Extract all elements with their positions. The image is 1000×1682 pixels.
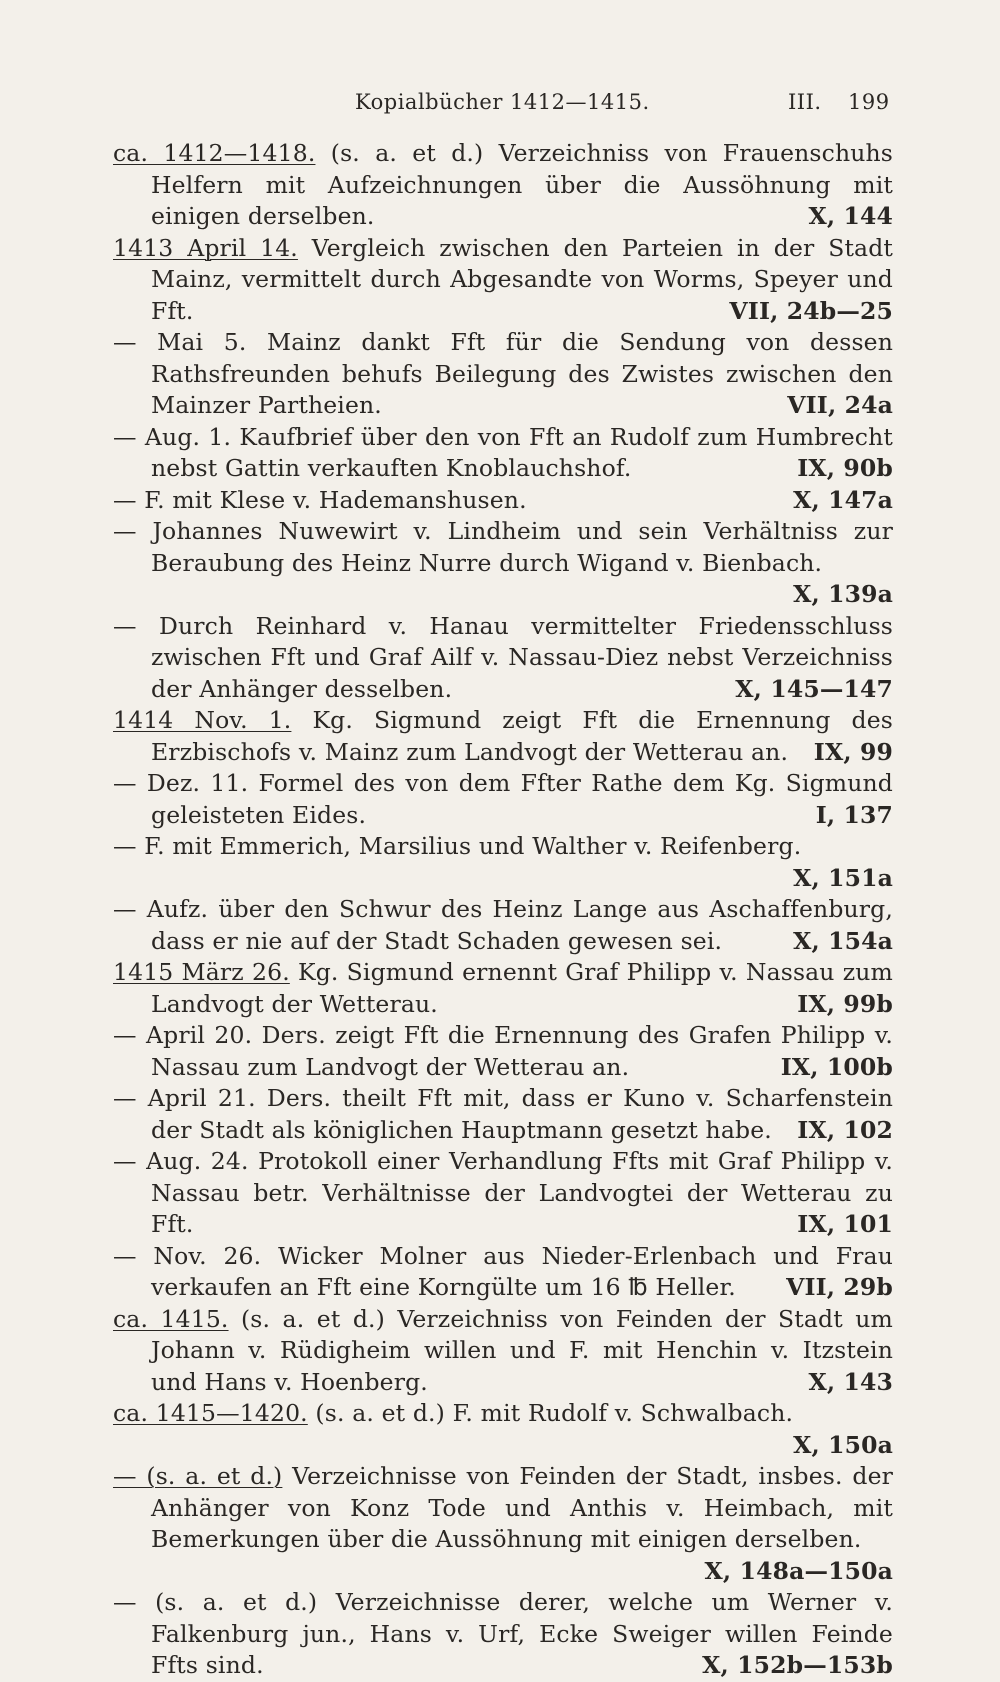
entry-reference: VII, 29b	[786, 1273, 893, 1301]
entry-date: — Aug. 24.	[113, 1147, 249, 1175]
entry-date: 1415 März 26.	[113, 958, 290, 986]
entry-text: (s. a. et d.) Verzeichniss von Feinden der Stadt um Johann v. Rüdigheim willen und F. mit Henchin v. Itzstein und Hans v. Hoenberg.	[151, 1304, 893, 1396]
entry-date: — F.	[113, 832, 165, 860]
entry-date: — Aufz.	[113, 895, 209, 923]
entry-reference: I, 137	[815, 800, 893, 829]
list-item	[113, 422, 893, 485]
entry-text: (s. a. et d.) F. mit Rudolf v. Schwalbach.	[315, 1399, 794, 1427]
entry-date: — Aug. 1.	[113, 422, 232, 451]
entry-date: 1414 Nov. 1.	[113, 706, 292, 734]
entry-text: Reinhard v. Hanau vermittelter Friedensschluss zwischen Fft und Graf Ailf v. Nassau-Diez nebst Verzeichniss der Anhänger desselben.	[151, 611, 894, 703]
entry-text: Wicker Molner aus Nieder-Erlenbach und Frau verkaufen an Fft eine Korngülte um 16 ℔ Heller.	[151, 1241, 894, 1301]
entry-date: — Nov. 26.	[113, 1241, 262, 1270]
entry-reference: IX, 90b	[797, 454, 893, 482]
section-number: III.	[788, 90, 822, 114]
entry-date: ca. 1415.	[113, 1304, 229, 1333]
list-item	[113, 233, 893, 328]
entry-text: Formel des von dem Ffter Rathe dem Kg. Sigmund geleisteten Eides.	[151, 769, 893, 829]
entry-reference: X, 144	[808, 202, 893, 230]
entry-date: — F.	[113, 485, 165, 514]
page-number: 199	[848, 90, 890, 114]
entry-text: Vergleich zwischen den Parteien in der Stadt Mainz, vermittelt durch Abgesandte von Worms, Speyer und Fft.	[151, 233, 894, 325]
entry-text: mit Emmerich, Marsilius und Walther v. Reifenberg.	[172, 832, 802, 860]
entry-text: über den Schwur des Heinz Lange aus Aschaffenburg, dass er nie auf der Stadt Schaden gewesen sei.	[151, 895, 893, 955]
list-item	[113, 894, 893, 957]
entry-text: Verzeichnisse von Feinden der Stadt, insbes. der Anhänger von Konz Tode und Anthis v. Heimbach, mit Bemerkungen über die Aussöhnung mit einigen derselben.	[151, 1462, 894, 1553]
entry-date: — Dez. 11.	[113, 769, 249, 797]
entry-date: — (s. a. et d.)	[113, 1462, 283, 1490]
entry-date: — Durch	[113, 611, 234, 640]
entry-date: — Johannes	[113, 517, 263, 545]
entry-date: — April 20.	[113, 1021, 253, 1049]
entry-reference: IX, 102	[797, 1115, 893, 1144]
entry-text: Verzeichnisse derer, welche um Werner v. Falkenburg jun., Hans v. Urf, Ecke Sweiger willen Feinde Ffts sind.	[151, 1588, 893, 1679]
entry-date: — (s. a. et d.)	[113, 1588, 318, 1616]
entry-reference: X, 148a—150a	[704, 1556, 893, 1585]
entry-reference: X, 147a	[793, 485, 893, 514]
list-item	[113, 611, 893, 706]
entry-text: Kg. Sigmund zeigt Fft die Ernennung des Erzbischofs v. Mainz zum Landvogt der Wetterau an.	[151, 706, 893, 766]
entry-reference: X, 154a	[793, 926, 893, 955]
entry-reference: VII, 24a	[787, 391, 893, 419]
list-item	[113, 1083, 893, 1146]
entry-reference: IX, 99	[813, 737, 893, 766]
entry-reference: X, 152b—153b	[702, 1651, 893, 1679]
entry-text: mit Klese v. Hademanshusen.	[172, 485, 527, 514]
entry-reference: X, 139a	[793, 580, 893, 608]
list-item	[113, 1398, 893, 1461]
entry-text: Kaufbrief über den von Fft an Rudolf zum Humbrecht nebst Gattin verkauften Knoblauchshof.	[151, 422, 893, 482]
list-item	[113, 327, 893, 422]
entry-date: ca. 1415—1420.	[113, 1399, 308, 1427]
entry-text: Protokoll einer Verhandlung Ffts mit Graf Philipp v. Nassau betr. Verhältnisse der Landvogtei der Wetterau zu Fft.	[151, 1147, 893, 1238]
running-title: Kopialbücher 1412—1415.	[355, 90, 650, 114]
list-item	[113, 957, 893, 1020]
entry-reference: IX, 99b	[797, 989, 893, 1018]
entry-text: (s. a. et d.) Verzeichniss von Frauenschuhs Helfern mit Aufzeichnungen über die Aussöhnung mit einigen derselben.	[151, 139, 894, 230]
entry-reference: X, 151a	[793, 863, 893, 892]
list-item	[113, 1587, 893, 1682]
list-item	[113, 138, 893, 233]
entry-list	[113, 138, 893, 1682]
entry-reference: IX, 101	[797, 1210, 893, 1238]
list-item	[113, 705, 893, 768]
entry-reference: X, 150a	[793, 1430, 893, 1459]
entry-reference: IX, 100b	[780, 1052, 893, 1081]
list-item	[113, 1020, 893, 1083]
list-item	[113, 516, 893, 611]
list-item	[113, 1241, 893, 1304]
entry-reference: X, 143	[808, 1367, 893, 1396]
entry-text: Mainz dankt Fft für die Sendung von dessen Rathsfreunden behufs Beilegung des Zwistes zwischen den Mainzer Partheien.	[151, 328, 893, 419]
list-item	[113, 1304, 893, 1399]
entry-text: Ders. zeigt Fft die Ernennung des Grafen Philipp v. Nassau zum Landvogt der Wetterau an.	[151, 1021, 893, 1081]
page-header	[110, 84, 890, 124]
list-item	[113, 1146, 893, 1241]
entry-date: 1413 April 14.	[113, 233, 298, 262]
entry-text: Ders. theilt Fft mit, dass er Kuno v. Scharfenstein der Stadt als königlichen Hauptmann gesetzt habe.	[151, 1084, 894, 1144]
list-item	[113, 768, 893, 831]
entry-reference: X, 145—147	[735, 674, 893, 703]
list-item	[113, 1461, 893, 1587]
entry-text: Kg. Sigmund ernennt Graf Philipp v. Nassau zum Landvogt der Wetterau.	[151, 958, 893, 1018]
entry-text: Nuwewirt v. Lindheim und sein Verhältniss zur Beraubung des Heinz Nurre durch Wigand v. Bienbach.	[151, 517, 893, 577]
list-item	[113, 485, 893, 517]
entry-date: — Mai 5.	[113, 328, 247, 356]
entry-reference: VII, 24b—25	[729, 296, 893, 325]
list-item	[113, 831, 893, 894]
entry-date: — April 21.	[113, 1084, 256, 1112]
entry-date: ca. 1412—1418.	[113, 139, 316, 167]
